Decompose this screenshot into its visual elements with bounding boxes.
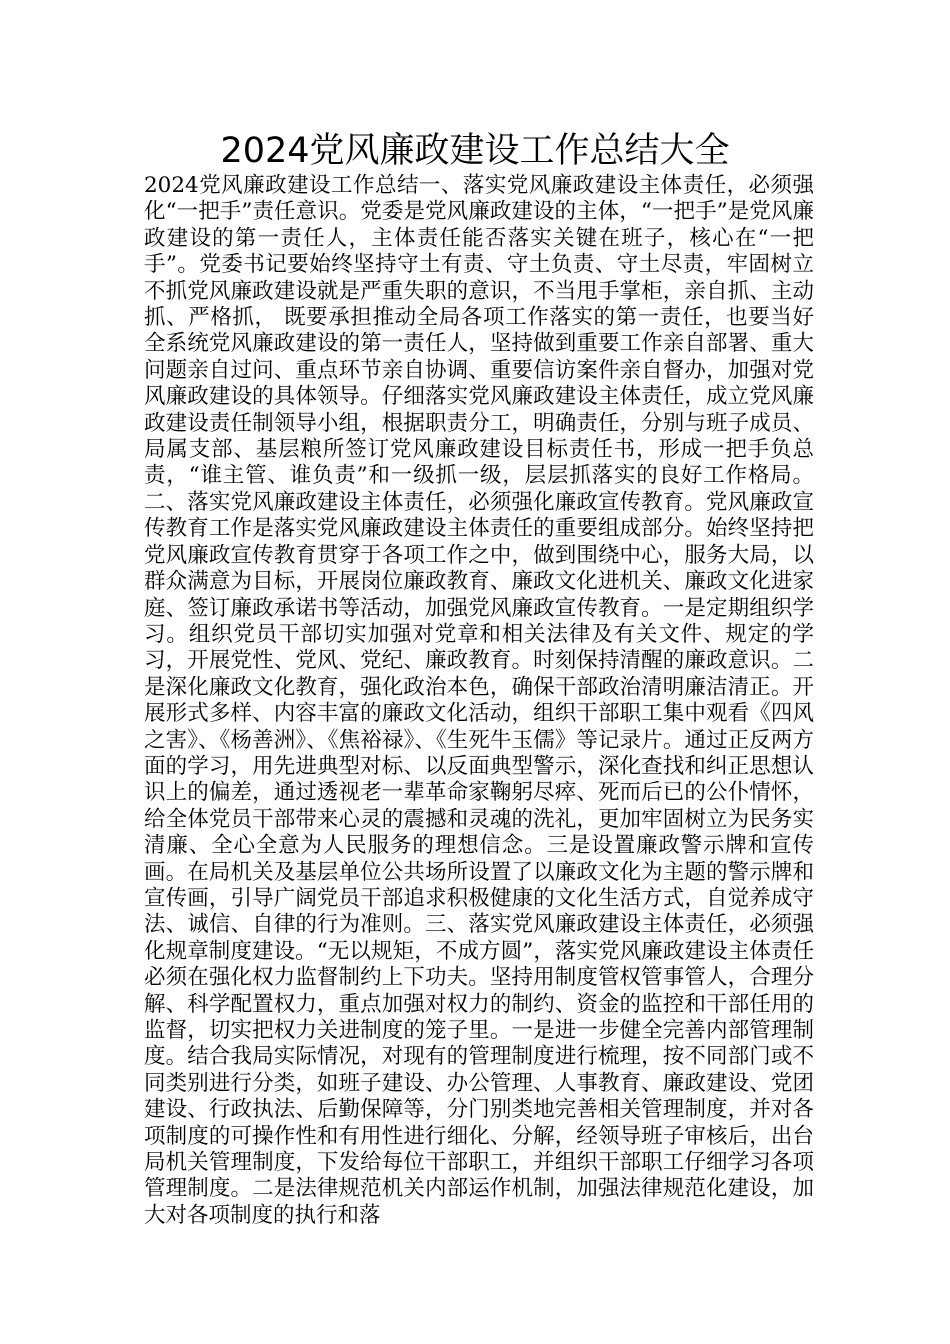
document-body-text: 2024党风廉政建设工作总结一、落实党风廉政建设主体责任，必须强化“一把手”责任意识。党委是党风廉政建设的主体，“一把手”是党风廉政建设的第一责任人，主体责任能否落实关键在班子，核心在“一把手”。党委书记要始终坚持守土有责、守土负责、守土尽责，牢固树立不抓党风廉政建设就是严重失职的意识，不当甩手掌柜，亲自抓、主动抓、严格抓， 既要承担推动全局各项工作落实的第一责任，也要当好全系统党风廉政建设的第一责任人，坚持做到重要工作亲自部署、重大问题亲自过问、重点环节亲自协调、重要信访案件亲自督办，加强对党风廉政建设的具体领导。仔细落实党风廉政建设主体责任，成立党风廉政建设责任制领导小组，根据职责分工，明确责任，分别与班子成员、局属支部、基层粮所签订党风廉政建设目标责任书，形成一把手负总责，“谁主管、谁负责”和一级抓一级，层层抓落实的良好工作格局。二、落实党风廉政建设主体责任，必须强化廉政宣传教育。党风廉政宣传教育工作是落实党风廉政建设主体责任的重要组成部分。始终坚持把党风廉政宣传教育贯穿于各项工作之中，做到围绕中心，服务大局，以群众满意为目标，开展岗位廉政教育、廉政文化进机关、廉政文化进家庭、签订廉政承诺书等活动，加强党风廉政宣传教育。一是定期组织学习。组织党员干部切实加强对党章和相关法律及有关文件、规定的学习，开展党性、党风、党纪、廉政教育。时刻保持清醒的廉政意识。二是深化廉政文化教育，强化政治本色，确保干部政治清明廉洁清正。开展形式多样、内容丰富的廉政文化活动，组织干部职工集中观看《四风之害》、《杨善洲》、《焦裕禄》、《生死牛玉儒》等记录片。通过正反两方面的学习，用先进典型对标、以反面典型警示，深化查找和纠正思想认识上的偏差，通过透视老一辈革命家鞠躬尽瘁、死而后已的公仆情怀，给全体党员干部带来心灵的震撼和灵魂的洗礼，更加牢固树立为民务实清廉、全心全意为人民服务的理想信念。三是设置廉政警示牌和宣传画。在局机关及基层单位公共场所设置了以廉政文化为主题的警示牌和宣传画，引导广阔党员干部追求积极健康的文化生活方式，自觉养成守法、诚信、自律的行为准则。三、落实党风廉政建设主体责任，必须强化规章制度建设。“无以规矩，不成方圆”，落实党风廉政建设主体责任必须在强化权力监督制约上下功夫。坚持用制度管权管事管人，合理分解、科学配置权力，重点加强对权力的制约、资金的监控和干部任用的监督，切实把权力关进制度的笼子里。一是进一步健全完善内部管理制度。结合我局实际情况，对现有的管理制度进行梳理，按不同部门或不同类别进行分类，如班子建设、办公管理、人事教育、廉政建设、党团建设、行政执法、后勤保障等，分门别类地完善相关管理制度，并对各项制度的可操作性和有用性进行细化、分解，经领导班子审核后，出台局机关管理制度，下发给每位干部职工，并组织干部职工仔细学习各项管理制度。二是法律规范机关内部运作机制，加强法律规范化建设，加大对各项制度的执行和落 xyxy=(144,173,814,1228)
document-title: 2024党风廉政建设工作总结大全 xyxy=(220,131,730,171)
